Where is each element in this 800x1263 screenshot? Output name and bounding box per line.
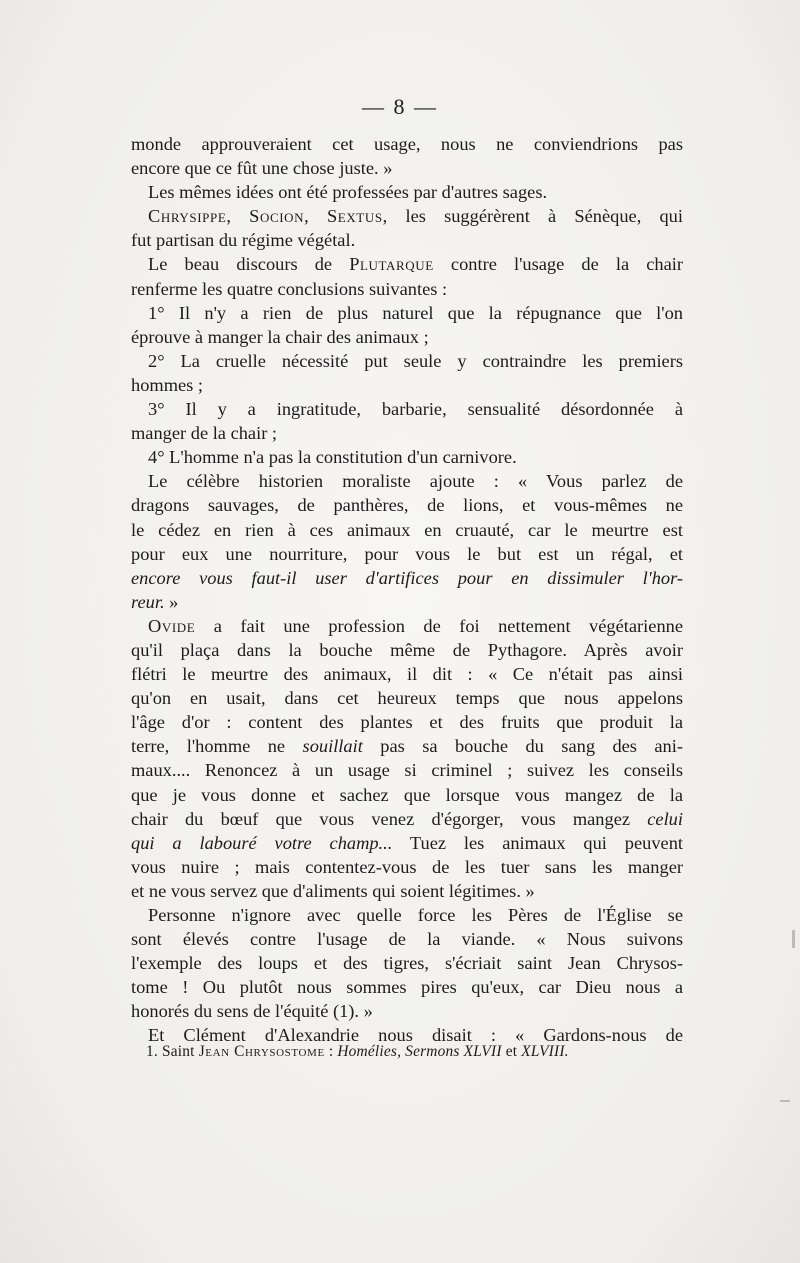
text-line: vous nuire ; mais contentez-vous de les tuer sans les manger (131, 856, 683, 877)
text-line: le cédez en rien à ces animaux en cruauté, car le meurtre est (131, 519, 683, 540)
body-text (131, 132, 683, 1048)
footnote-text: : (324, 1043, 338, 1060)
italic-text: celui (647, 808, 683, 829)
text-line: monde approuveraient cet usage, nous ne conviendrions pas (131, 134, 683, 154)
text-line: Les mêmes idées ont été professées par d'autres sages. (148, 182, 548, 203)
text-line (131, 831, 683, 855)
scan-edge-mark (792, 930, 795, 948)
text-run: » (164, 591, 179, 612)
author-name: Sextus (326, 206, 383, 227)
text-run: Le beau discours de (148, 254, 350, 275)
author-name: Socion (249, 206, 305, 227)
text-line: que je vous donne et sachez que lorsque vous mangez de la (131, 784, 683, 805)
text-line: 1° Il n'y a rien de plus naturel que la répugnance que l'on (148, 302, 683, 323)
italic-text: reur. (131, 591, 165, 612)
text-line: Et Clément d'Alexandrie nous disait : « Gardons-nous de (148, 1025, 683, 1046)
footnote-text: et (501, 1043, 522, 1060)
footnote-text: 1. Saint (146, 1043, 199, 1060)
text-line: sont élevés contre l'usage de la viande. « Nous suivons (131, 929, 683, 950)
author-name: Plutarque (349, 254, 434, 275)
italic-text: qui a labouré votre champ... (131, 832, 393, 853)
text-line: renferme les quatre conclusions suivantes : (131, 278, 448, 299)
footnote (146, 1043, 706, 1061)
text-run: chair du bœuf que vous venez d'égorger, vous mangez (131, 808, 648, 829)
italic-text: souillait (302, 736, 363, 757)
text-line (131, 614, 683, 638)
text-line: fut partisan du régime végétal. (131, 230, 356, 251)
text-line (131, 204, 683, 228)
text-line: 2° La cruelle nécessité put seule y contraindre les premiers (148, 350, 683, 371)
text-line: qu'il plaça dans la bouche même de Pythagore. Après avoir (131, 639, 683, 660)
text-line: l'exemple des loups et des tigres, s'écriait saint Jean Chrysos- (131, 953, 683, 974)
text-line: pour eux une nourriture, pour vous le but est un régal, et (131, 543, 683, 564)
footnote-title: XLVIII. (521, 1043, 569, 1060)
text-line (131, 252, 683, 276)
text-line: qu'on en usait, dans cet heureux temps que nous appelons (131, 688, 683, 709)
text-line: et ne vous servez que d'aliments qui soient légitimes. » (131, 880, 535, 901)
text-run: , (304, 206, 327, 227)
page-number: — 8 — (362, 94, 438, 119)
text-line (131, 807, 683, 831)
italic-text: encore vous faut-il user d'artifices pour en dissimuler l'hor- (131, 567, 683, 588)
author-name: Chrysippe (148, 206, 227, 227)
text-line: Personne n'ignore avec quelle force les Pères de l'Église se (148, 905, 683, 925)
text-line: éprouve à manger la chair des animaux ; (131, 326, 429, 347)
text-line: encore que ce fût une chose juste. » (131, 158, 393, 179)
text-line (131, 566, 683, 590)
text-run: terre, l'homme ne (131, 736, 303, 757)
text-line: tome ! Ou plutôt nous sommes pires qu'eux, car Dieu nous a (131, 977, 683, 998)
text-line: hommes ; (131, 374, 204, 395)
text-run: , les suggérèrent à Sénèque, qui (382, 206, 683, 227)
text-line: manger de la chair ; (131, 423, 278, 444)
text-line: Le célèbre historien moraliste ajoute : « Vous parlez de (148, 471, 683, 492)
text-line: 3° Il y a ingratitude, barbarie, sensualité désordonnée à (148, 399, 683, 420)
text-run: a fait une profession de foi nettement végétarienne (195, 615, 683, 636)
footnote-author: Jean Chrysostome (198, 1043, 325, 1060)
text-line: l'âge d'or : content des plantes et des fruits que produit la (131, 712, 683, 733)
text-line: flétri le meurtre des animaux, il dit : « Ce n'était pas ainsi (131, 664, 683, 685)
text-run: , (226, 206, 250, 227)
scan-edge-mark (780, 1100, 790, 1102)
text-line: 4° L'homme n'a pas la constitution d'un carnivore. (148, 447, 517, 468)
text-line: dragons sauvages, de panthères, de lions, et vous-mêmes ne (131, 495, 683, 516)
text-run: Tuez les animaux qui peuvent (392, 832, 683, 853)
text-line (131, 590, 683, 614)
text-line: honorés du sens de l'équité (1). » (131, 1001, 373, 1022)
text-run: contre l'usage de la chair (433, 254, 683, 275)
text-line: maux.... Renoncez à un usage si criminel ; suivez les conseils (131, 760, 683, 781)
text-line (131, 734, 683, 758)
footnote-title: Homélies, Sermons XLVII (337, 1043, 502, 1060)
text-run: pas sa bouche du sang des ani- (362, 736, 683, 757)
author-name: Ovide (148, 615, 196, 636)
